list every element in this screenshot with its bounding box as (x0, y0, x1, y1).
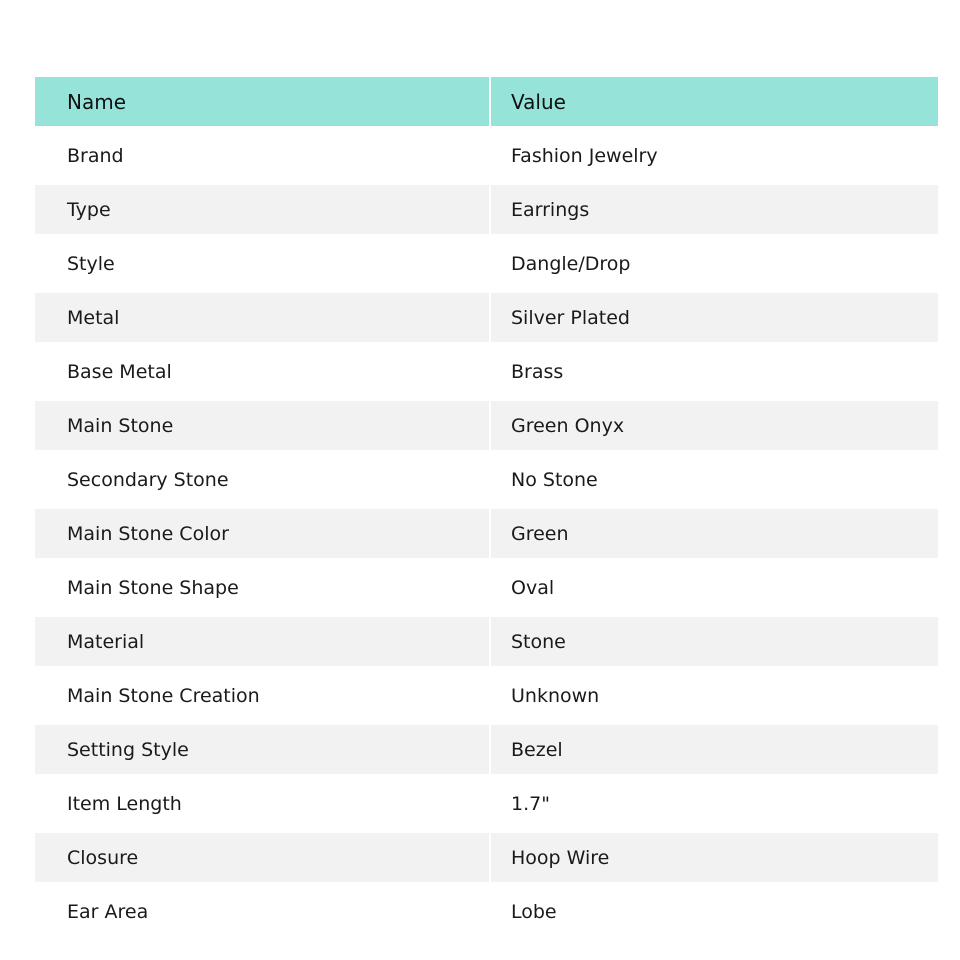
row-value: Green Onyx (490, 399, 938, 453)
table-row (35, 129, 938, 183)
row-value: Lobe (490, 885, 938, 937)
row-name: Main Stone Creation (67, 684, 260, 707)
row-value: Brass (490, 345, 938, 399)
row-value: Unknown (490, 669, 938, 723)
row-name: Metal (35, 291, 490, 345)
table-row (35, 615, 938, 669)
row-name: Main Stone Color (35, 507, 490, 561)
header-value: Value (490, 77, 938, 129)
row-value: Dangle/Drop (490, 237, 938, 291)
row-name: Brand (67, 144, 124, 167)
table-row (35, 345, 938, 399)
table-row (35, 399, 938, 453)
header-row (35, 77, 938, 129)
table-row (35, 507, 938, 561)
row-name: Ear Area (67, 900, 149, 923)
row-value: Earrings (490, 183, 938, 237)
row-name: Main Stone (35, 399, 490, 453)
header-name: Name (35, 77, 490, 129)
table-row (35, 669, 938, 723)
row-name: Base Metal (67, 360, 172, 383)
table-row (35, 561, 938, 615)
row-name: Secondary Stone (67, 468, 229, 491)
specifications-table (35, 77, 938, 936)
row-name: Main Stone Shape (67, 576, 239, 599)
table-body (35, 129, 938, 937)
row-value: Silver Plated (490, 291, 938, 345)
row-value: 1.7" (490, 777, 938, 831)
table-row (35, 885, 938, 937)
table-row (35, 291, 938, 345)
row-name: Style (67, 252, 115, 275)
row-name: Item Length (67, 792, 182, 815)
row-value: Fashion Jewelry (490, 129, 938, 183)
table-row (35, 237, 938, 291)
row-name: Closure (35, 831, 490, 885)
row-value: Hoop Wire (490, 831, 938, 885)
table-row (35, 453, 938, 507)
table-header (35, 77, 938, 129)
table-row (35, 777, 938, 831)
row-value: Green (490, 507, 938, 561)
row-value: Oval (490, 561, 938, 615)
row-name: Setting Style (35, 723, 490, 777)
row-value: Stone (490, 615, 938, 669)
row-value: Bezel (490, 723, 938, 777)
row-name: Type (35, 183, 490, 237)
row-name: Material (35, 615, 490, 669)
table-row (35, 183, 938, 237)
table-row (35, 831, 938, 885)
table-row (35, 723, 938, 777)
row-value: No Stone (490, 453, 938, 507)
